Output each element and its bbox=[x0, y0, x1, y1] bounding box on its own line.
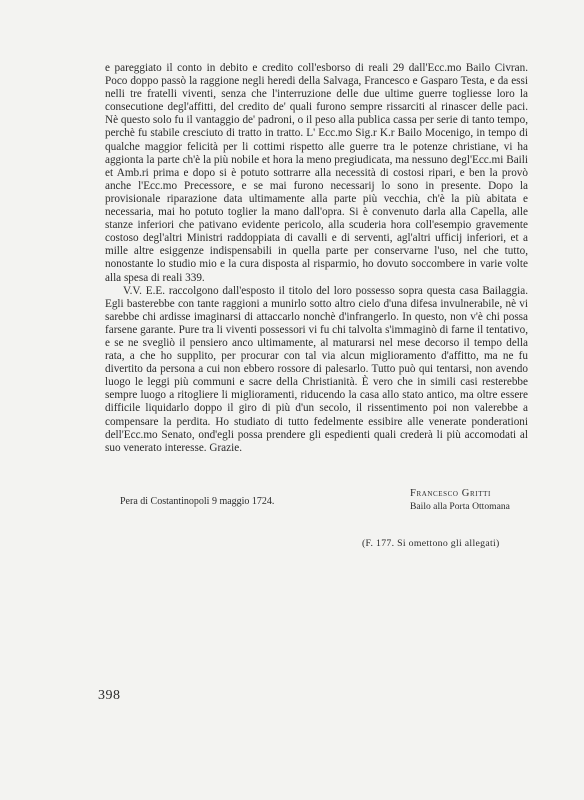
place-date: Pera di Costantinopoli 9 maggio 1724. bbox=[120, 496, 275, 507]
signer-name: Francesco Gritti bbox=[410, 488, 491, 499]
page-number: 398 bbox=[98, 688, 121, 703]
body-text bbox=[105, 62, 528, 455]
closing-block bbox=[120, 487, 528, 521]
body-paragraph-1: e pareggiato il conto in debito e credito coll'esborso di reali 29 dall'Ecc.mo Bailo Civran. Poco doppo passò la raggione negli heredi della Salvaga, Francesco e Gasparo Testa, e da essi nelli tre fratelli viventi, senza che l'interruzione delle due ultime guerre togliesse loro la consecutione degl'affitti, del credito de' quali furono sempre rissarciti al rinascer delle paci. Nè questo solo fu il vantaggio de' padroni, o il peso alla publica cassa per serie di tanto tempo, perchè fu stabile cresciuto di tratto in tratto. L' Ecc.mo Sig.r K.r Bailo Mocenigo, in tempo di qualche maggior felicità per li cottimi rispetto alle guerre tra le potenze christiane, vi ha aggionta la parte ch'è la più nobile et hora la meno pregiudicata, ma nessuno degl'Ecc.mi Baili et Amb.ri prima e dopo si è potuto sottrarre alla necessità di costosi ripari, e ben la provò anche l'Ecc.mo Precessore, e se mai furono necessarij lo sono in presente. Dopo la provisionale riparazione data ultimamente alla parte più vecchia, ch'è la più abitata e necessaria, mai ho potuto toglier la mano dall'opra. Si è convenuto darla alla Capella, alle stanze inferiori che pativano evidente pericolo, alla scuderia hora coll'esempio gravemente costoso degl'altri Ministri raddoppiata di cavalli e di serventi, agl'altri ufficij inferiori, et a mille altre esiggenze indispensabili in quella parte per conservarne l'uso, nel che tutto, nonostante lo studio mio e la cura disposta al risparmio, ho dovuto soccombere in varie volte alla spesa di reali 339. bbox=[105, 62, 528, 284]
archival-note: (F. 177. Si omettono gli allegati) bbox=[362, 538, 500, 549]
signer-role: Bailo alla Porta Ottomana bbox=[410, 501, 510, 512]
signature bbox=[410, 487, 528, 513]
body-paragraph-2: V.V. E.E. raccolgono dall'esposto il titolo del loro possesso sopra questa casa Bailaggia. Egli basterebbe con tante raggioni a munirlo sotto altro cielo d'una difesa invulnerabile, nè vi sarebbe chi ardisse imaginarsi di attaccarlo nonchè d'infrangerlo. In questo, non v'è chi possa farsene garante. Pure tra li viventi possessori vi fu chi talvolta s'immaginò di farne il tentativo, e se ne svegliò il pensiero anco ultimamente, al maturarsi nel mese decorso il tempo della rata, a che ho supplito, per procurar con tal via alcun miglioramento d'affitto, ma ne fu divertito da persona a cui non ebbero rossore di palesarlo. Tutto può qui tentarsi, non avendo luogo le leggi più communi e sacre della Christianità. È vero che in simili casi resterebbe sempre luogo a ritogliere li miglioramenti, riducendo la casa allo stato antico, ma oltre essere difficile liquidarlo doppo il giro di più d'un secolo, il rissentimento poi non valerebbe a compensare la perdita. Ho studiato di tutto fedelmente essibire alle venerate ponderationi dell'Ecc.mo Senato, ond'egli possa prendere gli espedienti quali crederà li più accomodati al suo venerato interesse. Grazie. bbox=[105, 284, 528, 454]
